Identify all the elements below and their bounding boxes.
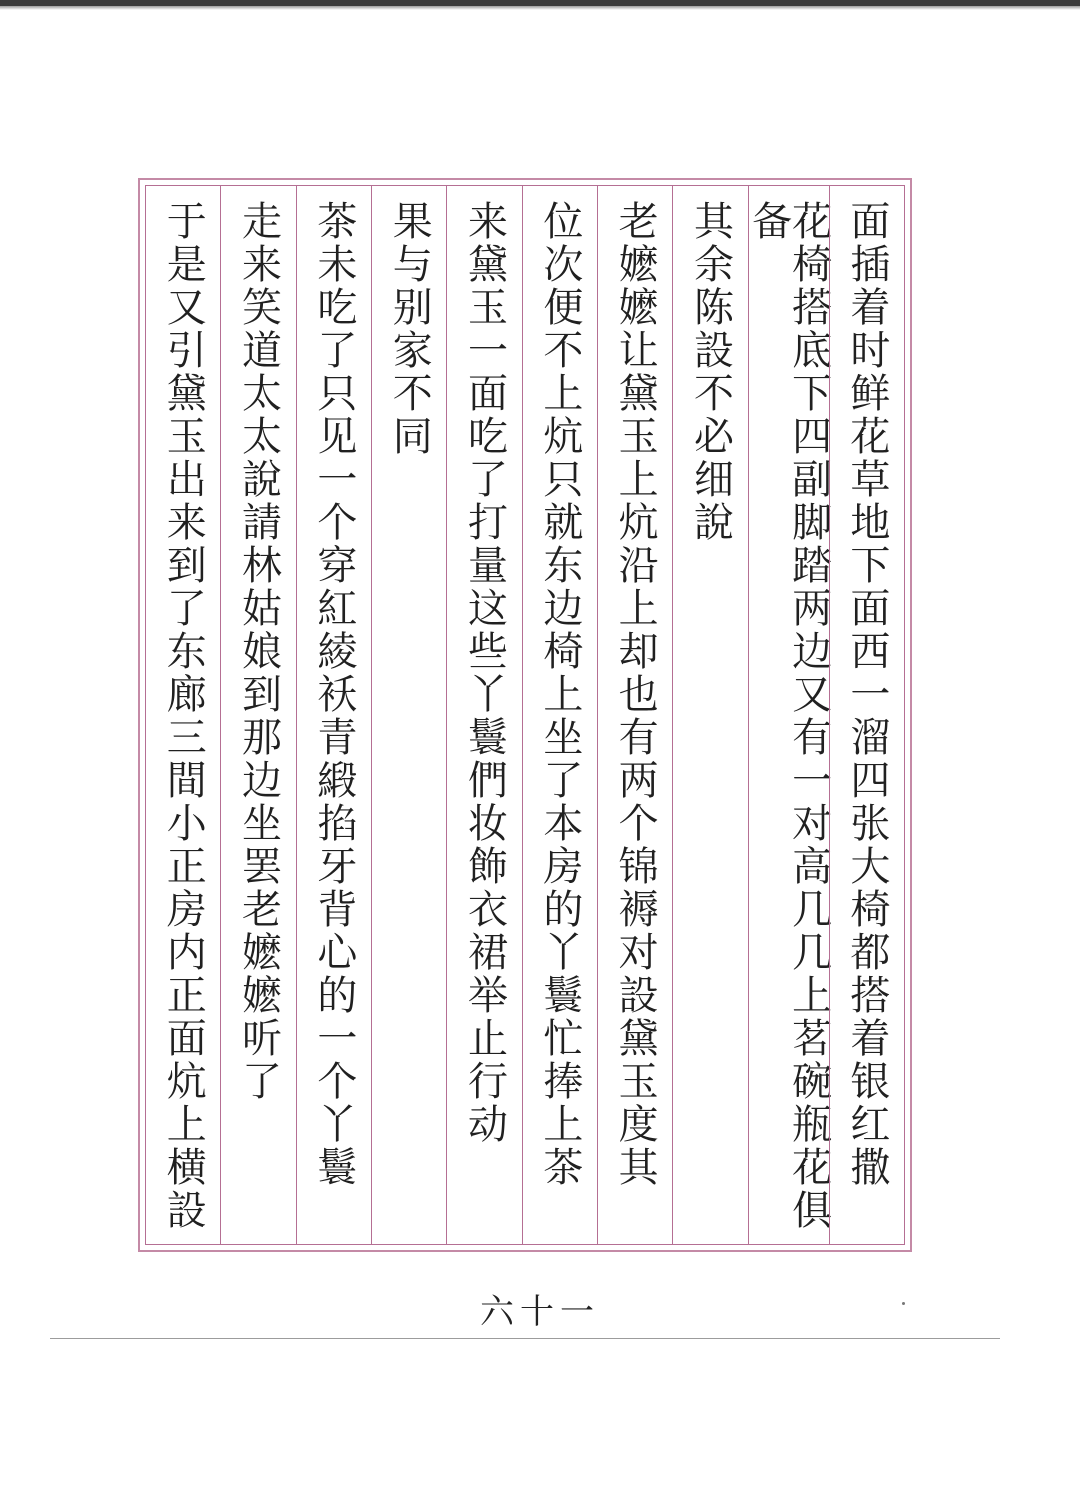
manuscript-column-5 (522, 186, 597, 1244)
manuscript-grid-frame (138, 178, 912, 1252)
footer-rule (50, 1338, 1000, 1339)
manuscript-column-9 (220, 186, 295, 1244)
manuscript-column-1 (829, 186, 904, 1244)
manuscript-column-7 (371, 186, 446, 1244)
column-text-10: 于是又引黛玉出来到了东廊三間小正房内正面炕上横設 (160, 200, 207, 1232)
column-text-8: 茶未吃了只见一个穿紅綾袄青緞掐牙背心的一个丫鬟 (310, 200, 357, 1189)
scan-speck (902, 1302, 905, 1305)
column-text-5: 位次便不上炕只就东边椅上坐了本房的丫鬟忙捧上茶 (536, 200, 583, 1189)
scan-edge-shadow (0, 6, 1080, 10)
manuscript-grid (145, 185, 905, 1245)
manuscript-column-2 (745, 186, 832, 1244)
manuscript-column-6 (446, 186, 521, 1244)
manuscript-column-4 (597, 186, 672, 1244)
column-text-9: 走来笑道太太說請林姑娘到那边坐罢老嬷嬷听了 (235, 200, 282, 1103)
column-text-7: 果与别家不同 (386, 200, 433, 458)
column-text-3: 其余陈設不必细說 (687, 200, 734, 544)
manuscript-column-3 (672, 186, 747, 1244)
column-text-2: 花椅搭底下四副脚踏两边又有一对高几几上茗碗瓶花俱备 (745, 200, 832, 1232)
manuscript-column-8 (296, 186, 371, 1244)
column-text-1: 面插着时鲜花草地下面西一溜四张大椅都搭着银红撒 (843, 200, 890, 1189)
manuscript-column-10 (146, 186, 220, 1244)
page-number: 六十一 (480, 1292, 600, 1332)
column-text-4: 老嬷嬷让黛玉上炕沿上却也有两个锦褥对設黛玉度其 (612, 200, 659, 1189)
column-text-6: 来黛玉一面吃了打量这些丫鬟們妆飾衣裙举止行动 (461, 200, 508, 1146)
